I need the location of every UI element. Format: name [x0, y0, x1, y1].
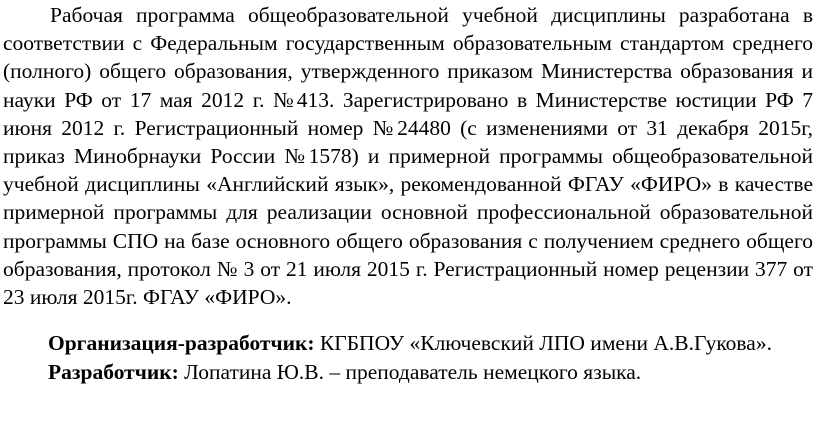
developer-label: Разработчик: — [48, 359, 179, 384]
main-paragraph: Рабочая программа общеобразовательной учебной дисциплины разработана в соответствии с Федеральным государственным образовательным стандартом среднего (полного) общего образования, утвержденного приказом Министерства образования и науки РФ от 17 мая 2012 г. №413. Зарегистрировано в Министерстве юстиции РФ 7 июня 2012 г. Регистрационный номер №24480 (с изменениями от 31 декабря 2015г, приказ Минобрнауки России №1578) и примерной программы общеобразовательной учебной дисциплины «Английский язык», рекомендованной ФГАУ «ФИРО» в качестве примерной программы для реализации основной профессиональной образовательной программы СПО на базе основного общего образования с получением среднего общего образования, протокол № 3 от 21 июля 2015 г. Регистрационный номер рецензии 377 от 23 июля 2015г. ФГАУ «ФИРО». — [3, 3, 813, 310]
organization-label: Организация-разработчик: — [48, 331, 315, 355]
organization-value: КГБПОУ «Ключевский ЛПО имени А.В.Гукова». — [314, 331, 772, 355]
developer-line — [48, 358, 772, 387]
organization-line — [48, 329, 772, 358]
developer-info — [48, 329, 772, 386]
developer-value: Лопатина Ю.В. – преподаватель немецкого языка. — [178, 359, 642, 384]
